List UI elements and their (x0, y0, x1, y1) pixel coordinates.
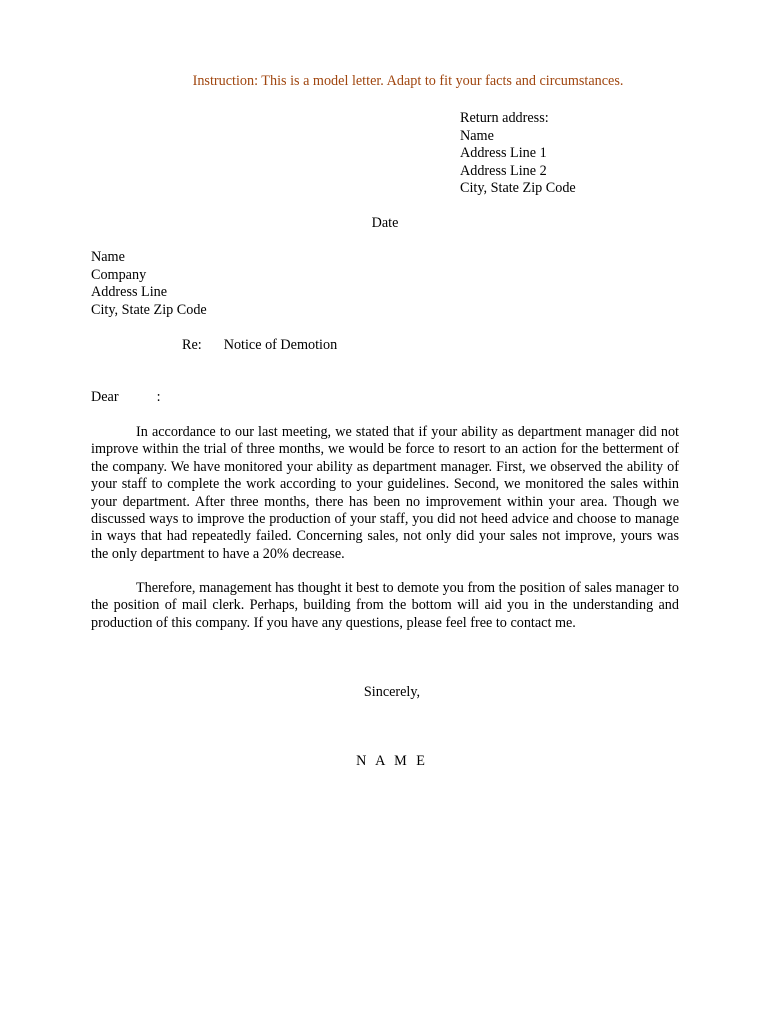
return-address-line-1: Address Line 1 (460, 145, 547, 161)
return-address-label: Return address: (460, 110, 549, 126)
return-address-block (460, 110, 576, 198)
salutation (91, 389, 161, 406)
body-paragraph-2: Therefore, management has thought it best to demote you from the position of sales manager to the position of mail clerk. Perhaps, building from the bottom will aid you in the understanding and production of this company. If you have any questions, please feel free to contact me. (91, 580, 679, 631)
salutation-greeting: Dear (91, 389, 119, 405)
body-paragraph-1: In accordance to our last meeting, we stated that if your ability as department manager did not improve within the trial of three months, we would be force to resort to an action for the betterment of the company. We have monitored your ability as department manager. First, we observed the ability of your staff to complete the work according to your guidelines. Second, we monitored the sales within your department. After three months, there has been no improvement within your area. Though we discussed ways to improve the production of your staff, you did not heed advice and choose to manage in ways that had repeatedly failed. Concerning sales, not only did your sales not improve, yours was the only department to have a 20% decrease. (91, 424, 679, 562)
subject-text: Notice of Demotion (223, 337, 338, 353)
subject-label: Re: (182, 337, 202, 353)
recipient-city-state-zip: City, State Zip Code (91, 301, 207, 318)
subject-line (182, 337, 337, 354)
recipient-address-block (91, 249, 207, 319)
signature-name: N A M E (356, 753, 428, 769)
letter-date: Date (371, 215, 399, 231)
return-address-city-state-zip: City, State Zip Code (460, 180, 576, 196)
closing: Sincerely, (363, 684, 421, 700)
recipient-company: Company (91, 266, 147, 283)
return-address-name: Name (460, 127, 494, 144)
salutation-colon: : (156, 389, 161, 405)
instruction-note: Instruction: This is a model letter. Adapt to fit your facts and circumstances. (192, 73, 624, 89)
return-address-line-2: Address Line 2 (460, 162, 547, 179)
recipient-address-line: Address Line (91, 284, 168, 300)
recipient-name: Name (91, 249, 125, 265)
